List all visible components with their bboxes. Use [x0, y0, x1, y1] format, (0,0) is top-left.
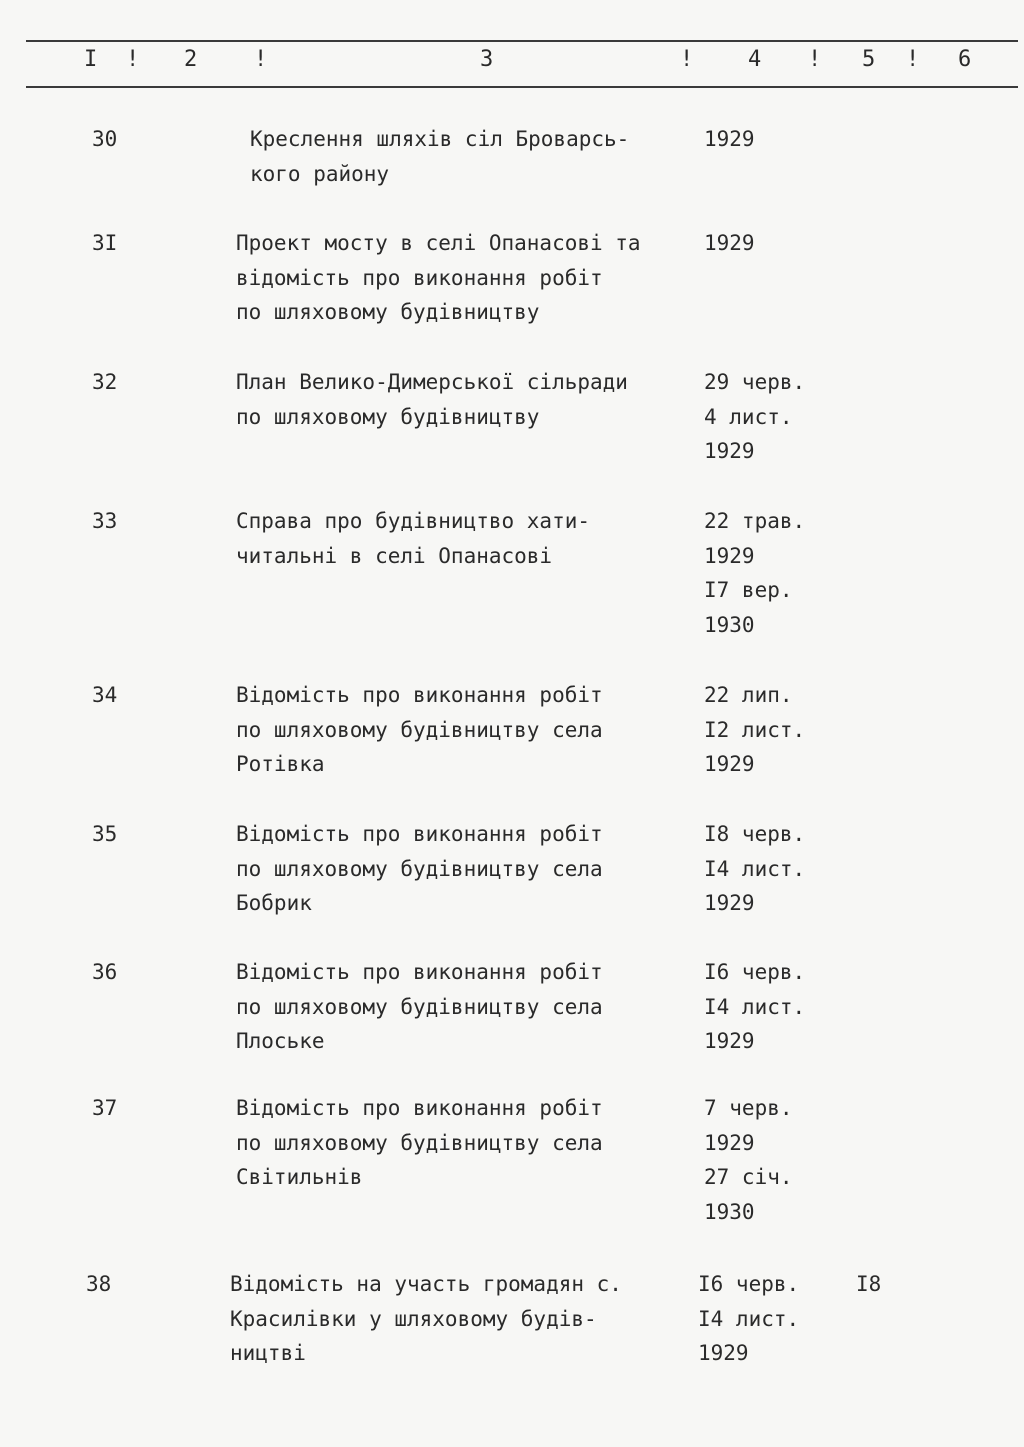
row-number: 3I	[92, 231, 118, 255]
row-dates: 22 трав. 1929 I7 вер. 1930	[704, 509, 806, 637]
header-sep4: !	[808, 47, 822, 72]
header-sep5: !	[906, 47, 920, 72]
header-col6: 6	[958, 47, 972, 72]
header-top-rule	[26, 40, 1018, 42]
header-bottom-rule	[26, 86, 1018, 88]
row-title: Відомість про виконання робіт по шляховому будівництву села Світильнів	[236, 1096, 603, 1189]
row-title: Відомість про виконання робіт по шляховому будівництву села Плоське	[236, 960, 603, 1053]
header-col3: 3	[480, 47, 494, 72]
row-title: Відомість про виконання робіт по шляховому будівництву села Бобрик	[236, 822, 603, 915]
row-title: Креслення шляхів сіл Броварсь- кого району	[250, 127, 630, 186]
header-col2: 2	[184, 47, 198, 72]
row-number: 38	[86, 1272, 112, 1296]
row-title: Відомість на участь громадян с. Красилівки у шляховому будів- ництві	[230, 1272, 622, 1365]
row-dates: 1929	[704, 231, 755, 255]
row-number: 36	[92, 960, 118, 984]
row-title: Проект мосту в селі Опанасові та відомість про виконання робіт по шляховому будівництву	[236, 231, 641, 324]
row-title: План Велико-Димерської сільради по шляховому будівництву	[236, 370, 628, 429]
row-dates: I6 черв. I4 лист. 1929	[704, 960, 806, 1053]
row-dates: 22 лип. I2 лист. 1929	[704, 683, 806, 776]
row-dates: 1929	[704, 127, 755, 151]
row-number: 37	[92, 1096, 118, 1120]
header-sep2: !	[254, 47, 268, 72]
header-sep1: !	[126, 47, 140, 72]
row-dates: 29 черв. 4 лист. 1929	[704, 370, 806, 463]
header-col1: I	[84, 47, 98, 72]
row-dates: I8 черв. I4 лист. 1929	[704, 822, 806, 915]
row-title: Відомість про виконання робіт по шляховому будівництву села Ротівка	[236, 683, 603, 776]
header-col5: 5	[862, 47, 876, 72]
row-number: 34	[92, 683, 118, 707]
row-sheet-count: I8	[856, 1272, 882, 1296]
row-dates: 7 черв. 1929 27 січ. 1930	[704, 1096, 793, 1224]
row-number: 35	[92, 822, 118, 846]
row-title: Справа про будівництво хати- читальні в селі Опанасові	[236, 509, 591, 568]
row-dates: I6 черв. I4 лист. 1929	[698, 1272, 800, 1365]
row-number: 30	[92, 127, 118, 151]
row-number: 32	[92, 370, 118, 394]
header-col4: 4	[748, 47, 762, 72]
header-sep3: !	[680, 47, 694, 72]
row-number: 33	[92, 509, 118, 533]
